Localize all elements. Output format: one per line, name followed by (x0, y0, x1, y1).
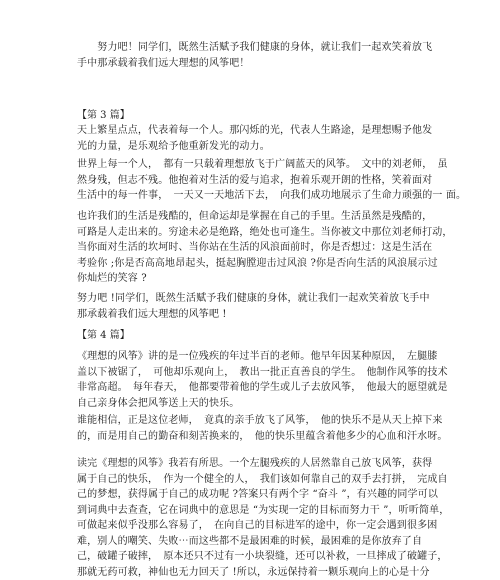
text-line: 你灿烂的笑容 ? (77, 271, 453, 287)
section-4-paragraph-3 (77, 456, 449, 580)
text-line: 谁能相信，正是这位老师， 竟真的亲手放飞了风筝， 他的快乐不是从天上掉下来 (77, 413, 448, 429)
text-line: 属于自己的快乐， 作为一个健全的人， 我们该如何靠自己的双手去打拼， 完成自 (77, 472, 449, 488)
text-line: 非常高超。 每年春天， 他都要带着他的学生或儿子去放风筝， 他最大的愿望就是 (77, 380, 448, 396)
section-4-paragraph-2 (77, 413, 448, 444)
text-line: 那承载着我们远大理想的风筝吧 ! (77, 307, 430, 323)
text-line: 考验你 ;你是否高高地昂起头，挺起胸膛迎击过风浪 ?你是否向生活的风浪展示过 (77, 256, 453, 272)
text-line: 己，破罐子破摔， 原本还只不过有一小块裂缝，还可以补救，一旦摔成了破罐子， (77, 549, 449, 565)
text-line: 也许我们的生活是残酷的，但命运却是掌握在自己的手里。生活虽然是残酷的， (77, 209, 453, 225)
text-line: 世界上每一个人， 都有一只载着理想放飞于广阔蓝天的风筝。 文中的刘老师， 虽 (77, 157, 466, 173)
text-line: 努力吧 !同学们，既然生活赋予我们健康的身体，就让我们一起欢笑着放飞手中 (77, 291, 430, 307)
text-line: 当你面对生活的坎坷时、当你站在生活的风浪面前时，你是否想过：这是生活在 (77, 240, 453, 256)
intro-paragraph (77, 40, 432, 71)
section-3-paragraph-3 (77, 209, 453, 287)
text-line: 努力吧！同学们，既然生活赋予我们健康的身体，就让我们一起欢笑着放飞 (77, 40, 432, 56)
text-line: 难，别人的嘲笑、失败⋯而这些都不是最困难的时候，最困难的是你放弃了自 (77, 534, 449, 550)
text-line: 那就无药可救，神仙也无力回天了 !所以，永远保持着一颗乐观向上的心是十分 (77, 565, 449, 580)
text-line: 手中那承载着我们远大理想的风筝吧！ (77, 56, 432, 72)
section-4-paragraph-1 (77, 349, 448, 411)
text-line: 到词典中去查查，它在词典中的意思是 “为实现一定的目标而努力干 ”，听听简单， (77, 503, 449, 519)
section-3-paragraph-2 (77, 157, 466, 204)
text-line: 可路是人走出来的。穷途未必是绝路，绝处也可逢生。当你被文中那位刘老师打动， (77, 225, 453, 241)
text-line: 自己亲身体会把风筝送上天的快乐。 (77, 396, 448, 412)
text-line: 可做起来似乎没那么容易了， 在向自己的目标进军的途中，你一定会遇到很多困 (77, 518, 449, 534)
text-line: 己的梦想，获得属于自己的成功呢 ?答案只有两个字 “奋斗 ”，有兴趣的同学可以 (77, 487, 449, 503)
text-line: 光的力量，是乐观给予他重新发光的动力。 (77, 139, 432, 155)
text-line: 《理想的风筝》讲的是一位残疾的年过半百的老师。他早年因某种原因， 左腿膝 (77, 349, 448, 365)
text-line: 生活中的每一件事， 一天又一天地活下去， 向我们成功地展示了生命力顽强的一 面。 (77, 188, 466, 204)
section-3-paragraph-4 (77, 291, 430, 322)
text-line: 读完《理想的风筝》我若有所思。一个左腿残疾的人居然靠自己放飞风筝，获得 (77, 456, 449, 472)
text-line: 然身残，但志不残。他抱着对生活的爱与追求，抱着乐观开朗的性格，笑着面对 (77, 173, 466, 189)
section-3-heading: 【第 3 篇】 (77, 108, 130, 123)
text-line: 天上繁星点点，代表着每一个人。那闪烁的光，代表人生路途，是理想赐予他发 (77, 123, 432, 139)
text-line: 的，而是用自己的勤奋和刻苦换来的， 他的快乐里蕴含着他多少的心血和汗水呀。 (77, 429, 448, 445)
text-line: 盖以下被锯了， 可他却乐观向上， 教出一批正直善良的学生。 他制作风筝的技术 (77, 365, 448, 381)
section-4-heading: 【第 4 篇】 (77, 328, 130, 343)
section-3-paragraph-1 (77, 123, 432, 154)
